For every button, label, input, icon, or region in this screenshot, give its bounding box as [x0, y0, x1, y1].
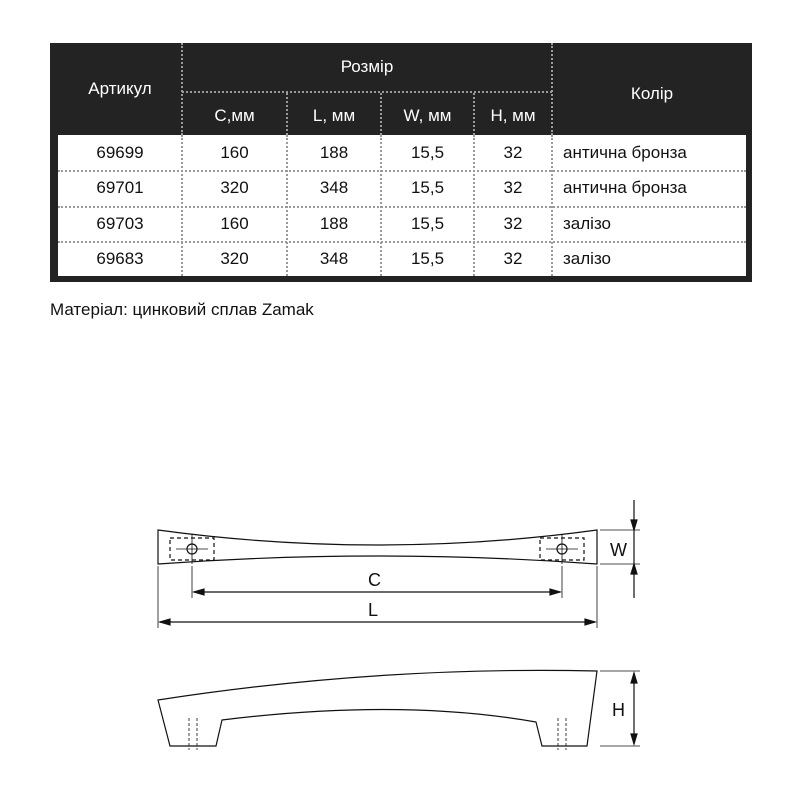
cell-color: залізо [563, 248, 612, 268]
cell-c: 160 [220, 213, 249, 233]
row-divider [58, 206, 746, 208]
cell-article: 69683 [96, 248, 144, 268]
header-article: Артикул [88, 79, 152, 98]
material-note: Матеріал: цинковий сплав Zamak [50, 300, 314, 319]
handle-side-view [158, 670, 597, 746]
cell-l: 348 [319, 248, 349, 268]
dim-w-label: W [610, 540, 627, 560]
header-col-l: L, мм [312, 106, 356, 125]
cell-h: 32 [503, 142, 523, 162]
table-row [58, 241, 746, 276]
header-col-c: C,мм [214, 106, 255, 125]
cell-c: 160 [220, 142, 249, 162]
header-divider [551, 43, 553, 135]
dim-h-label: H [612, 700, 625, 720]
table-row [58, 206, 746, 241]
cell-w: 15,5 [410, 213, 445, 233]
cell-h: 32 [503, 248, 523, 268]
cell-c: 320 [220, 248, 249, 268]
cell-h: 32 [503, 213, 523, 233]
header-color: Колір [630, 84, 674, 103]
cell-h: 32 [503, 177, 523, 197]
cell-l: 188 [319, 142, 349, 162]
table-row [58, 135, 746, 170]
table-row [58, 170, 746, 205]
header-col-w: W, мм [403, 106, 452, 125]
cell-color: залізо [563, 213, 612, 233]
header-size-group: Розмір [340, 57, 394, 76]
spec-table [50, 43, 752, 282]
dim-c-label: C [368, 570, 381, 590]
cell-w: 15,5 [410, 248, 445, 268]
row-divider [58, 170, 746, 172]
table-body [58, 135, 746, 276]
dim-l-label: L [368, 600, 379, 620]
cell-color: антична бронза [563, 142, 687, 162]
cell-w: 15,5 [410, 142, 445, 162]
handle-top-view [158, 530, 597, 564]
cell-c: 320 [220, 177, 249, 197]
header-col-h: H, мм [490, 106, 536, 125]
cell-article: 69699 [96, 142, 144, 162]
header-divider [181, 43, 183, 135]
cell-article: 69701 [96, 177, 144, 197]
cell-color: антична бронза [563, 177, 687, 197]
handle-drawing [0, 490, 800, 770]
cell-l: 348 [319, 177, 349, 197]
row-divider [58, 241, 746, 243]
header-divider [286, 93, 288, 135]
header-divider [182, 91, 552, 93]
cell-article: 69703 [96, 213, 144, 233]
cell-l: 188 [319, 213, 349, 233]
header-divider [473, 93, 475, 135]
header-divider [380, 93, 382, 135]
cell-w: 15,5 [410, 177, 445, 197]
